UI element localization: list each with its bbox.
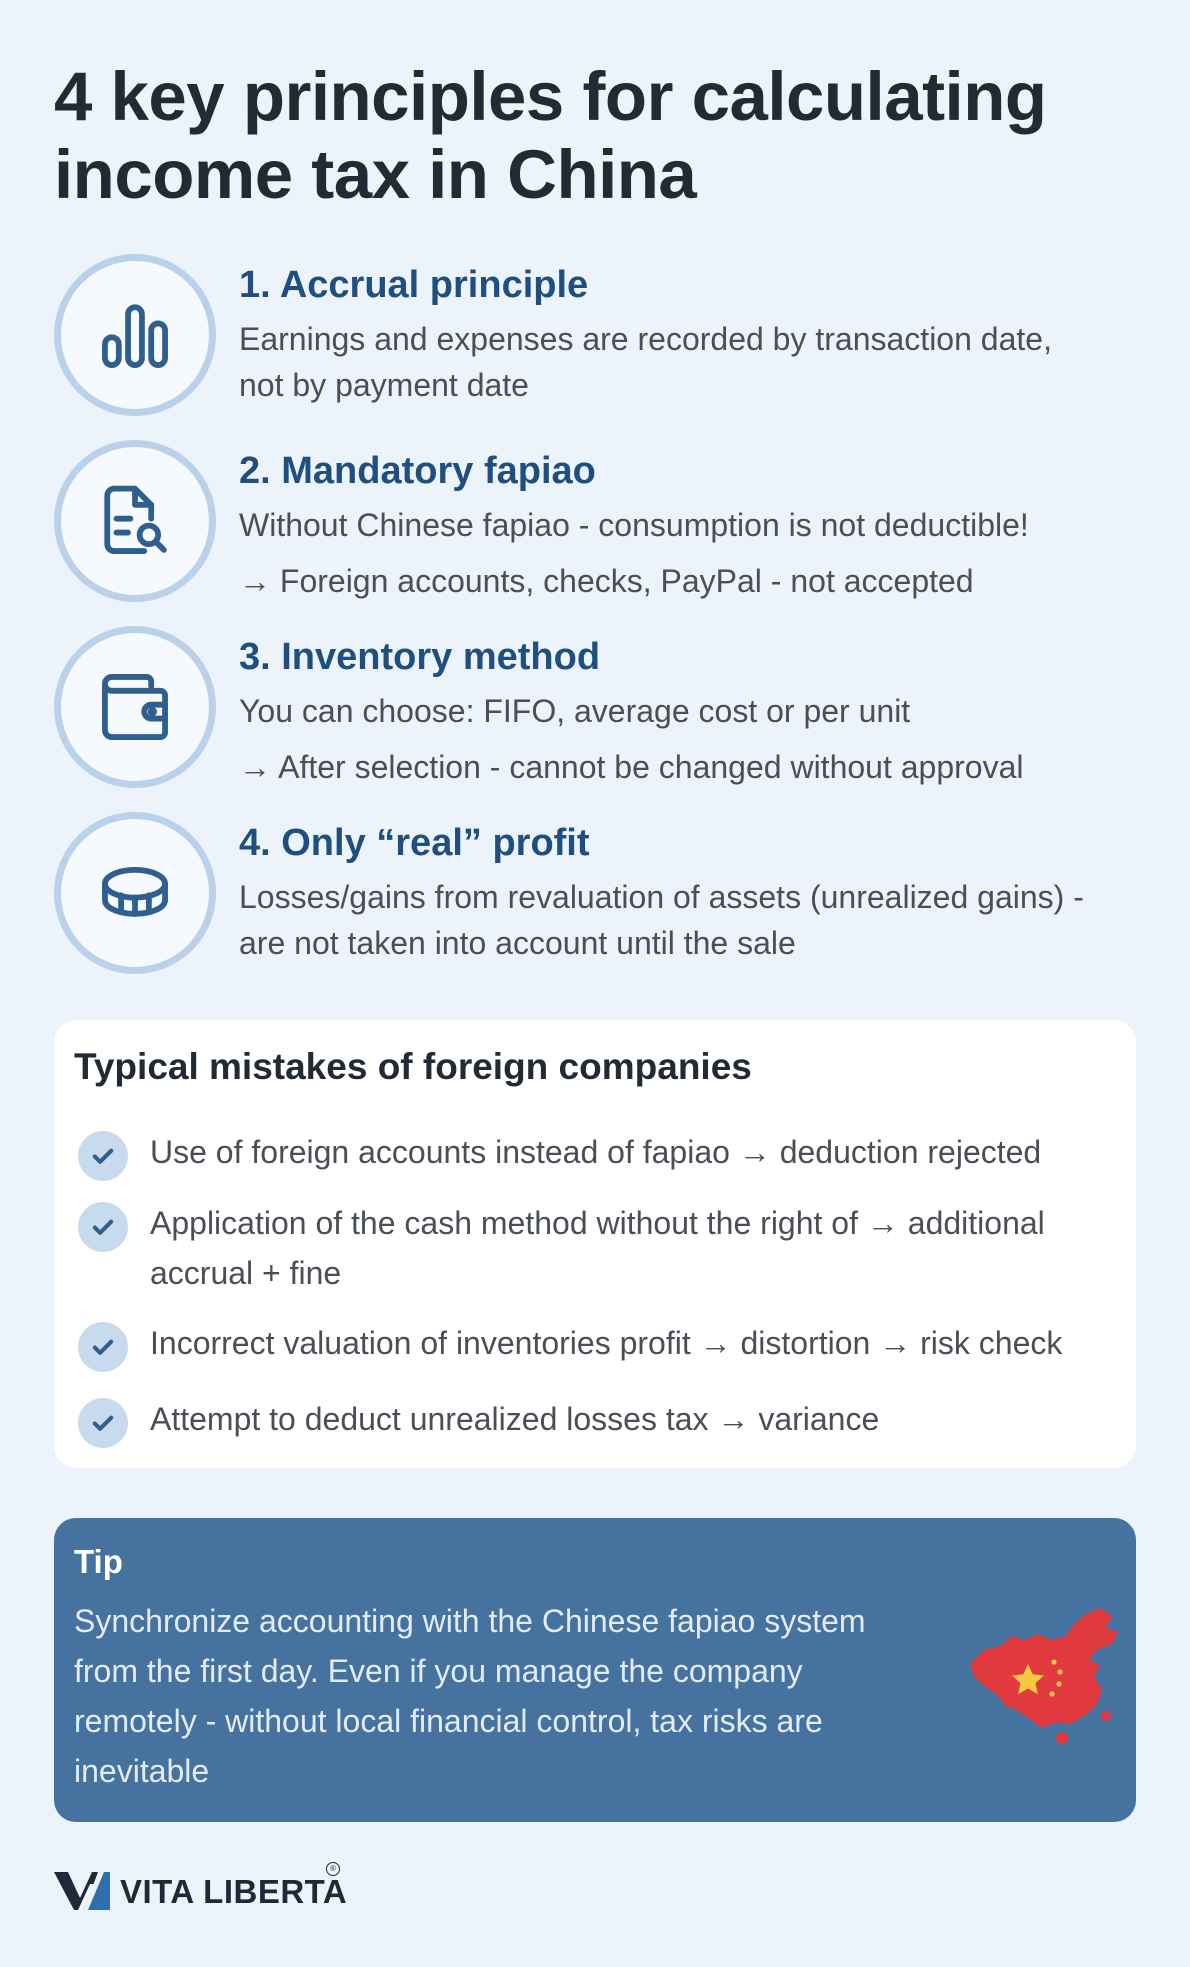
mistake-text-line: Use of foreign accounts instead of fapiao → deduction rejected: [150, 1134, 1042, 1170]
mistakes-title: Typical mistakes of foreign companies: [74, 1046, 752, 1087]
check-icon: [78, 1322, 128, 1372]
tip-text-line: Synchronize accounting with the Chinese fapiao system: [74, 1603, 866, 1639]
principle-text: Losses/gains from revaluation of assets (unrealized gains) -: [239, 879, 1084, 915]
coin-icon: [98, 856, 172, 930]
brand-mark-icon: [54, 1870, 110, 1912]
mistake-text-line: Attempt to deduct unrealized losses tax → variance: [150, 1401, 880, 1437]
mistake-text-line: accrual + fine: [150, 1255, 342, 1291]
wallet-icon: [98, 670, 172, 744]
principle-title: 4. Only “real” profit: [239, 822, 590, 864]
mistake-text: [150, 1394, 1110, 1444]
check-icon: [78, 1131, 128, 1181]
check-icon: [78, 1398, 128, 1448]
check-icon: [78, 1202, 128, 1252]
principle-icon-circle: [54, 440, 216, 602]
principle-text: Earnings and expenses are recorded by transaction date,: [239, 321, 1052, 357]
document-search-icon: [98, 484, 172, 558]
principle-title: 3. Inventory method: [239, 636, 601, 678]
principle-title: 1. Accrual principle: [239, 264, 589, 306]
page-title-line-1: 4 key principles for calculating: [54, 58, 1047, 135]
china-map-icon: [966, 1606, 1126, 1746]
principle-text: You can choose: FIFO, average cost or per unit: [239, 693, 911, 729]
principle-icon-circle: [54, 626, 216, 788]
tip-text-line: remotely - without local financial control, tax risks are: [74, 1703, 823, 1739]
mistake-text: [150, 1198, 1110, 1298]
principle-icon-circle: [54, 812, 216, 974]
principle-text: Without Chinese fapiao - consumption is not deductible!: [239, 507, 1029, 543]
bar-chart-icon: [98, 298, 172, 372]
tip-text-line: inevitable: [74, 1753, 210, 1789]
page-title-line-2: income tax in China: [54, 136, 697, 213]
principle-text: not by payment date: [239, 367, 529, 403]
principle-fapiao: [54, 440, 1134, 605]
tip-text-line: from the first day. Even if you manage the company: [74, 1653, 803, 1689]
principle-accrual: [54, 254, 1134, 419]
brand-name: VITA LIBERTA: [120, 1873, 348, 1910]
brand-logo: [54, 1864, 354, 1914]
tip-title: Tip: [74, 1543, 123, 1580]
principle-real-profit: [54, 812, 1134, 977]
principle-text: → Foreign accounts, checks, PayPal - not accepted: [239, 563, 974, 599]
mistakes-card: [54, 1020, 1136, 1468]
mistake-text-line: Incorrect valuation of inventories profit → distortion → risk check: [150, 1325, 1063, 1361]
mistake-text: [150, 1127, 1110, 1177]
principle-title: 2. Mandatory fapiao: [239, 450, 596, 492]
registered-mark: ®: [326, 1862, 340, 1876]
tip-card: [54, 1518, 1136, 1822]
mistake-text: [150, 1318, 1110, 1368]
principle-text: → After selection - cannot be changed without approval: [239, 749, 1024, 785]
mistake-text-line: Application of the cash method without the right of → additional: [150, 1205, 1045, 1241]
page-title: [54, 58, 1134, 214]
principle-inventory: [54, 626, 1134, 791]
principle-icon-circle: [54, 254, 216, 416]
principle-text: are not taken into account until the sale: [239, 925, 796, 961]
